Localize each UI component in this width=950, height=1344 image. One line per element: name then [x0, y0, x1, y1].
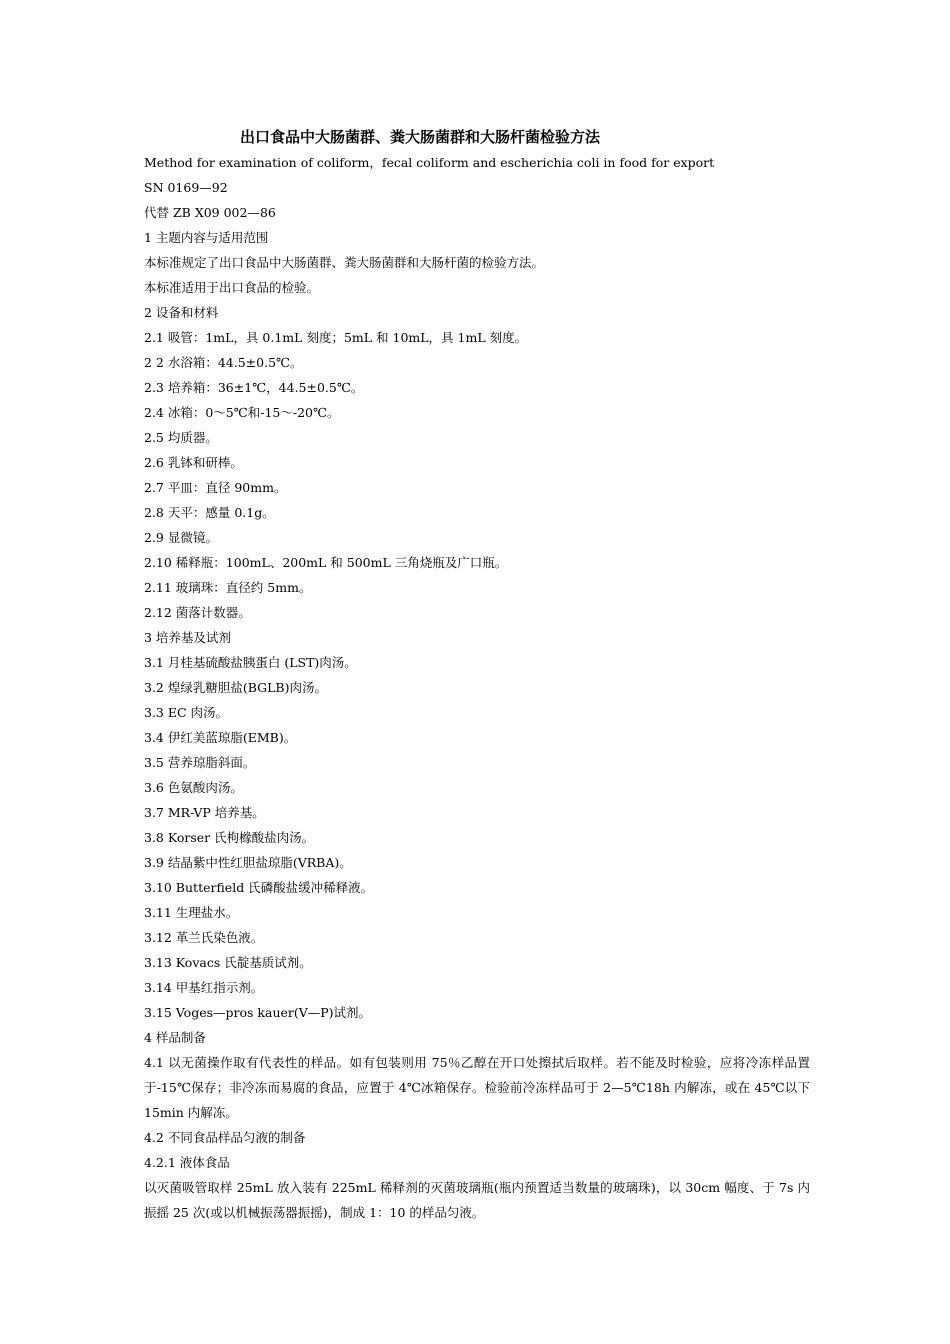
- list-item: 2.5 均质器。: [144, 430, 218, 445]
- list-item: 3.14 甲基红指示剂。: [144, 980, 264, 995]
- list-item: 2.1 吸管：1mL，具 0.1mL 刻度；5mL 和 10mL，具 1mL 刻度。: [144, 330, 528, 345]
- text-line-replaces: 代替 ZB X09 002—86: [144, 205, 276, 220]
- list-item: 3.1 月桂基硫酸盐胰蛋白 (LST)肉汤。: [144, 655, 357, 670]
- section-heading-4: 4 样品制备: [144, 1030, 206, 1045]
- section-heading-2: 2 设备和材料: [144, 305, 219, 320]
- list-item: 3.8 Korser 氏枸橼酸盐肉汤。: [144, 830, 315, 845]
- list-item: 3.9 结晶紫中性红胆盐琼脂(VRBA)。: [144, 855, 352, 870]
- section-heading-3: 3 培养基及试剂: [144, 630, 231, 645]
- list-item: 3.4 伊红美蓝琼脂(EMB)。: [144, 730, 297, 745]
- section-heading-1: 1 主题内容与适用范围: [144, 230, 269, 245]
- list-item: 2.10 稀释瓶：100mL、200mL 和 500mL 三角烧瓶及广口瓶。: [144, 555, 508, 570]
- list-item: 3.7 MR-VP 培养基。: [144, 805, 265, 820]
- text-line-english-title: Method for examination of coliform，fecal coliform and escherichia coli in food for export: [144, 155, 715, 170]
- document-title: 出口食品中大肠菌群、粪大肠菌群和大肠杆菌检验方法: [239, 128, 600, 146]
- list-item: 2.3 培养箱：36±1℃，44.5±0.5℃。: [144, 380, 364, 395]
- list-item: 2.12 菌落计数器。: [144, 605, 251, 620]
- text-line: 本标准规定了出口食品中大肠菌群、粪大肠菌群和大肠杆菌的检验方法。: [144, 255, 545, 270]
- list-item: 3.6 色氨酸肉汤。: [144, 780, 243, 795]
- list-item: 2.4 冰箱：0～5℃和-15～-20℃。: [144, 405, 340, 420]
- document-body: [144, 150, 810, 1225]
- document-page: [144, 124, 810, 1225]
- paragraph-4-1: 4.1 以无菌操作取有代表性的样品。如有包装则用 75％乙醇在开口处擦拭后取样。若不能及时检验，应将冷冻样品置于-15℃保存；非冷冻而易腐的食品，应置于 4℃冰箱保存。检验前冷冻样品可于 2—5℃18h 内解冻，或在 45℃以下 15min 内解冻。: [144, 1055, 810, 1120]
- list-item: 2 2 水浴箱：44.5±0.5℃。: [144, 355, 303, 370]
- list-item: 2.9 显微镜。: [144, 530, 218, 545]
- list-item: 2.11 玻璃珠：直径约 5mm。: [144, 580, 312, 595]
- list-item: 3.13 Kovacs 氏靛基质试剂。: [144, 955, 312, 970]
- list-item: 3.12 革兰氏染色液。: [144, 930, 264, 945]
- list-item: 2.7 平皿：直径 90mm。: [144, 480, 287, 495]
- text-line: 本标准适用于出口食品的检验。: [144, 280, 320, 295]
- text-line-standard-number: SN 0169—92: [144, 180, 228, 195]
- list-item: 3.2 煌绿乳糖胆盐(BGLB)肉汤。: [144, 680, 327, 695]
- subsection-heading-4-2: 4.2 不同食品样品匀液的制备: [144, 1130, 306, 1145]
- list-item: 2.8 天平：感量 0.1g。: [144, 505, 275, 520]
- list-item: 3.5 营养琼脂斜面。: [144, 755, 256, 770]
- list-item: 2.6 乳钵和研棒。: [144, 455, 243, 470]
- subsection-heading-4-2-1: 4.2.1 液体食品: [144, 1155, 230, 1170]
- paragraph-4-2-1: 以灭菌吸管取样 25mL 放入装有 225mL 稀释剂的灭菌玻璃瓶(瓶内预置适当数量的玻璃珠)，以 30cm 幅度、于 7s 内振摇 25 次(或以机械振荡器振摇)，制成 1：10 的样品匀液。: [144, 1180, 810, 1220]
- list-item: 3.10 Butterfield 氏磷酸盐缓冲稀释液。: [144, 880, 374, 895]
- list-item: 3.15 Voges—pros kauer(V—P)试剂。: [144, 1005, 372, 1020]
- list-item: 3.3 EC 肉汤。: [144, 705, 229, 720]
- list-item: 3.11 生理盐水。: [144, 905, 239, 920]
